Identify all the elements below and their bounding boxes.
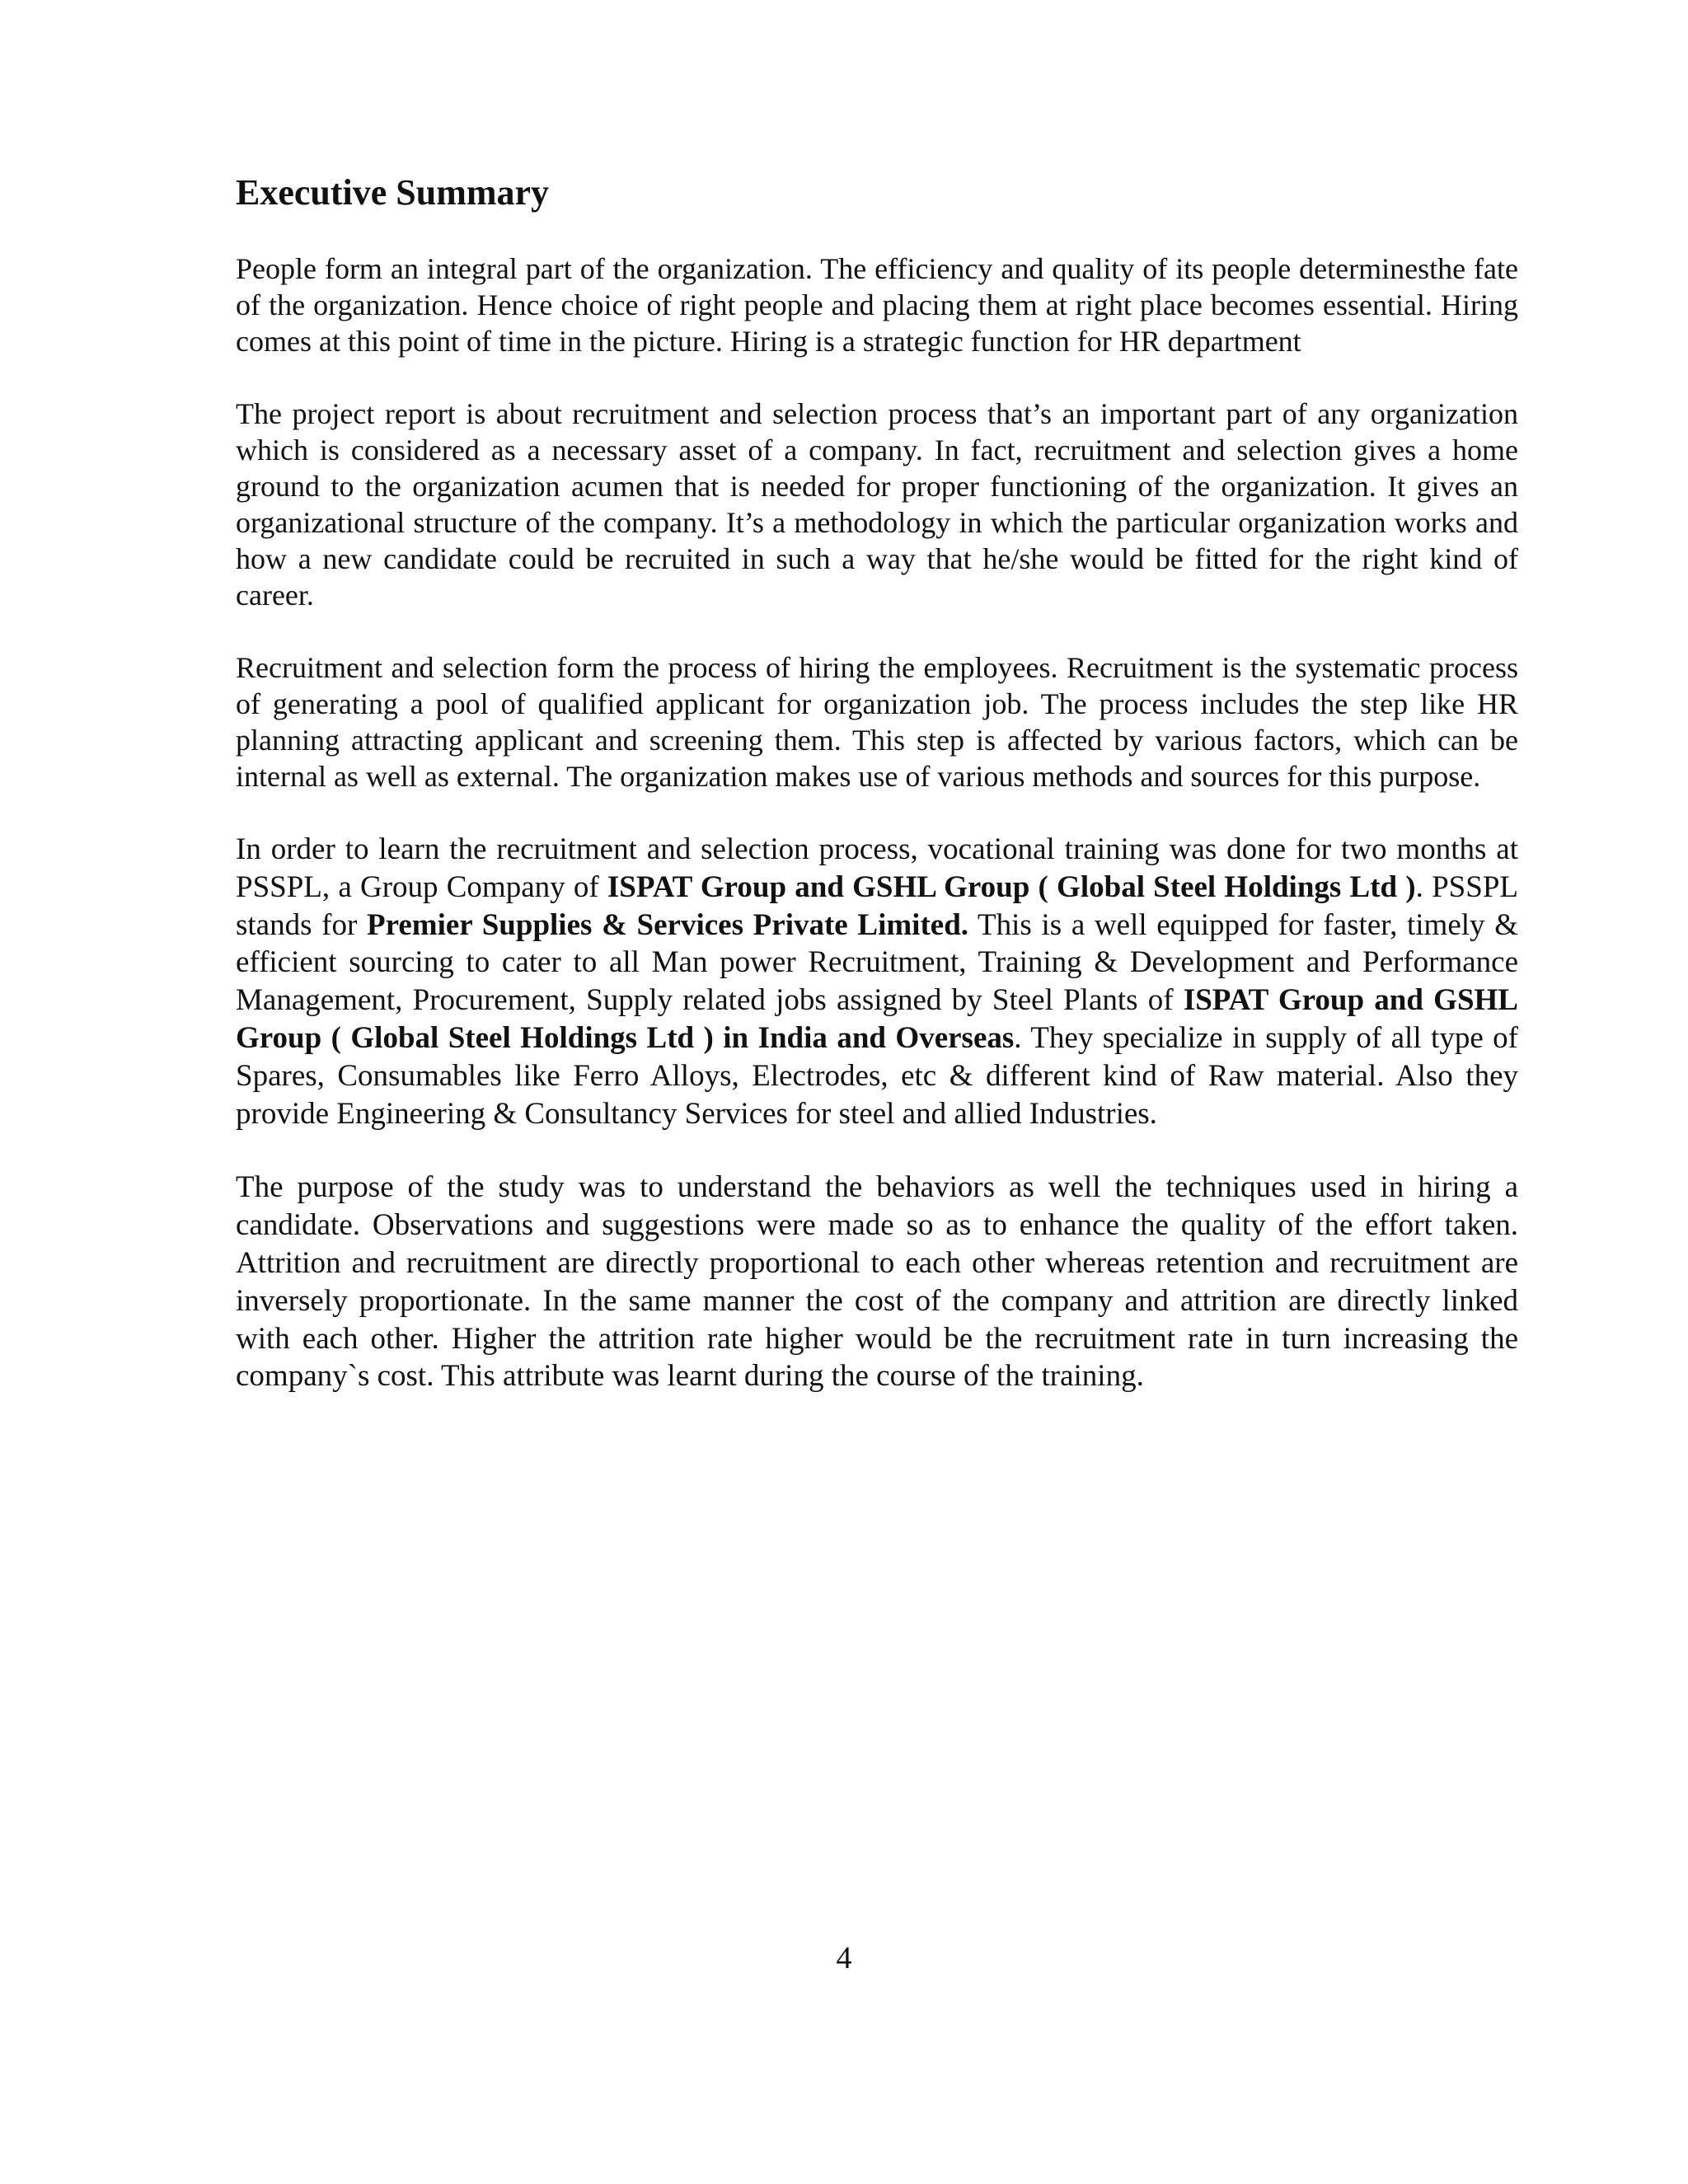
- psspl-text-1: In order to learn the recruitment and selection process, vocational training was done for two months at PSSPL, a Group Company of: [236, 832, 1518, 904]
- paragraph-people: People form an integral part of the organization. The efficiency and quality of its people determinesthe fate of the organization. Hence choice of right people and placing them at right place becomes essential. Hiring comes at this point of time in the picture. Hiring is a strategic function for HR department: [236, 252, 1518, 358]
- section-heading: Executive Summary: [236, 172, 550, 213]
- paragraph-purpose: The purpose of the study was to understand the behaviors as well the techniques used in hiring a candidate. Observations and suggestions were made so as to enhance the quality of the effort taken. Attrition and recruitment are directly proportional to each other whereas retention and recruitment are inversely proportionate. In the same manner the cost of the company and attrition are directly linked with each other. Higher the attrition rate higher would be the recruitment rate in turn increasing the company`s cost. This attribute was learnt during the course of the training.: [236, 1170, 1518, 1394]
- psspl-text-3: This is a well equipped for faster, timely & efficient sourcing to cater to all Man power Recruitment, Training & Development and Performance Management, Procurement, Supply related jobs assigned by Steel Plants of: [236, 907, 1518, 1018]
- page-content: [236, 170, 1518, 1395]
- psspl-bold-name: Premier Supplies & Services Private Limited.: [366, 907, 969, 942]
- psspl-text-2: . PSSPL stands for: [236, 869, 1518, 942]
- psspl-text-4: . They specialize in supply of all type of Spares, Consumables like Ferro Alloys, Electrodes, etc & different kind of Raw material. Also they provide Engineering & Consultancy Services for steel and allied Industries.: [236, 1020, 1518, 1131]
- page-number: 4: [836, 1941, 852, 1975]
- paragraph-psspl: [236, 831, 1518, 1132]
- paragraph-project-report: The project report is about recruitment and selection process that’s an important part of any organization which is considered as a necessary asset of a company. In fact, recruitment and selection gives a home ground to the organization acumen that is needed for proper functioning of the organization. It gives an organizational structure of the company. It’s a methodology in which the particular organization works and how a new candidate could be recruited in such a way that he/she would be fitted for the right kind of career.: [236, 397, 1518, 612]
- psspl-bold-group: ISPAT Group and GSHL Group ( Global Steel Holdings Ltd ): [607, 869, 1416, 904]
- paragraph-recruitment-definition: Recruitment and selection form the process of hiring the employees. Recruitment is the systematic process of generating a pool of qualified applicant for organization job. The process includes the step like HR planning attracting applicant and screening them. This step is affected by various factors, which can be internal as well as external. The organization makes use of various methods and sources for this purpose.: [236, 651, 1518, 793]
- psspl-bold-plants: ISPAT Group and GSHL Group ( Global Steel Holdings Ltd ) in India and Overseas: [236, 983, 1518, 1055]
